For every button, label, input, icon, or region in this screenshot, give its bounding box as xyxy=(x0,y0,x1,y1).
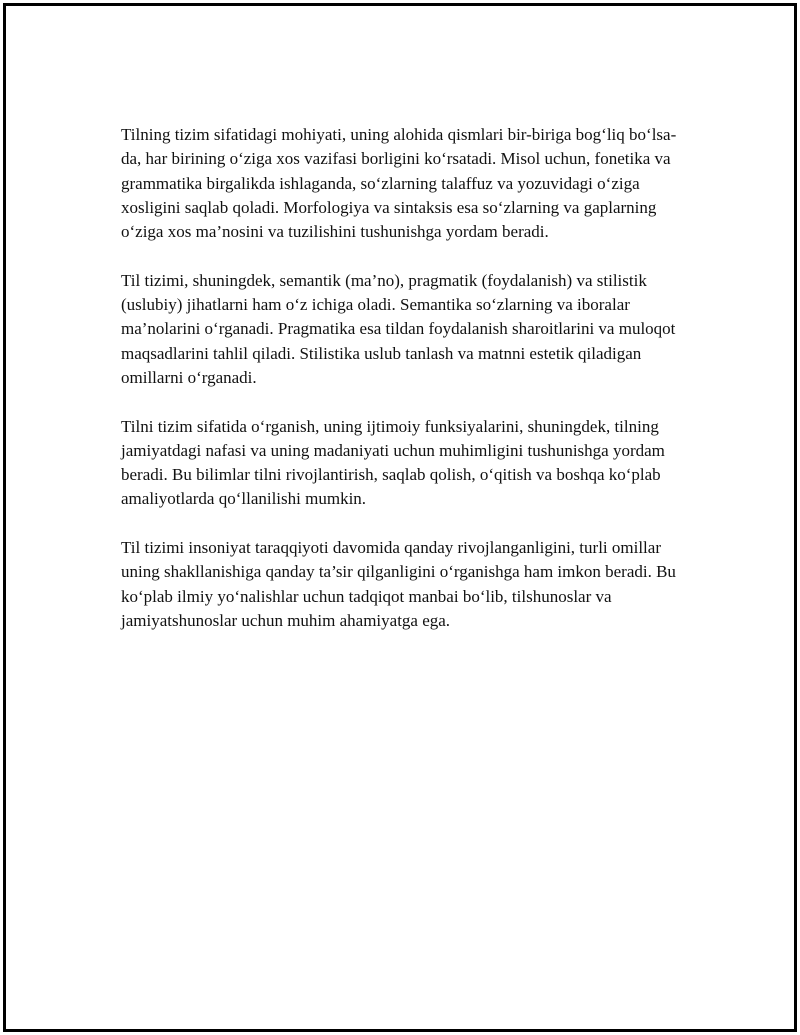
page-frame xyxy=(3,3,797,1032)
paragraph-2: Til tizimi, shuningdek, semantik (ma’no), pragmatik (foydalanish) va stilistik (uslubiy) jihatlarni ham o‘z ichiga oladi. Semantika so‘zlarning va iboralar ma’nolarini o‘rganadi. Pragmatika esa tildan foydalanish sharoitlarini va muloqot maqsadlarini tahlil qiladi. Stilistika uslub tanlash va matnni estetik qiladigan omillarni o‘rganadi. xyxy=(121,270,676,387)
paragraph-4: Til tizimi insoniyat taraqqiyoti davomida qanday rivojlanganligini, turli omillar uning shakllanishiga qanday ta’sir qilganligini o‘rganishga ham imkon beradi. Bu ko‘plab ilmiy yo‘nalishlar uchun tadqiqot manbai bo‘lib, tilshunoslar va jamiyatshunoslar uchun muhim ahamiyatga ega. xyxy=(121,538,676,630)
paragraph-1: Tilning tizim sifatidagi mohiyati, uning alohida qismlari bir-biriga bog‘liq bo‘lsa-da, har birining o‘ziga xos vazifasi borligini ko‘rsatadi. Misol uchun, fonetika va grammatika birgalikda ishlaganda, so‘zlarning talaffuz va yozuvidagi o‘ziga xosligini saqlab qoladi. Morfologiya va sintaksis esa so‘zlarning va gaplarning o‘ziga xos ma’nosini va tuzilishini tushunishga yordam beradi. xyxy=(121,125,677,242)
document-body xyxy=(121,123,691,658)
paragraph-3: Tilni tizim sifatida o‘rganish, uning ijtimoiy funksiyalarini, shuningdek, tilning jamiyatdagi nafasi va uning madaniyati uchun muhimligini tushunishga yordam beradi. Bu bilimlar tilni rivojlantirish, saqlab qolish, o‘qitish va boshqa ko‘plab amaliyotlarda qo‘llanilishi mumkin. xyxy=(121,416,665,509)
